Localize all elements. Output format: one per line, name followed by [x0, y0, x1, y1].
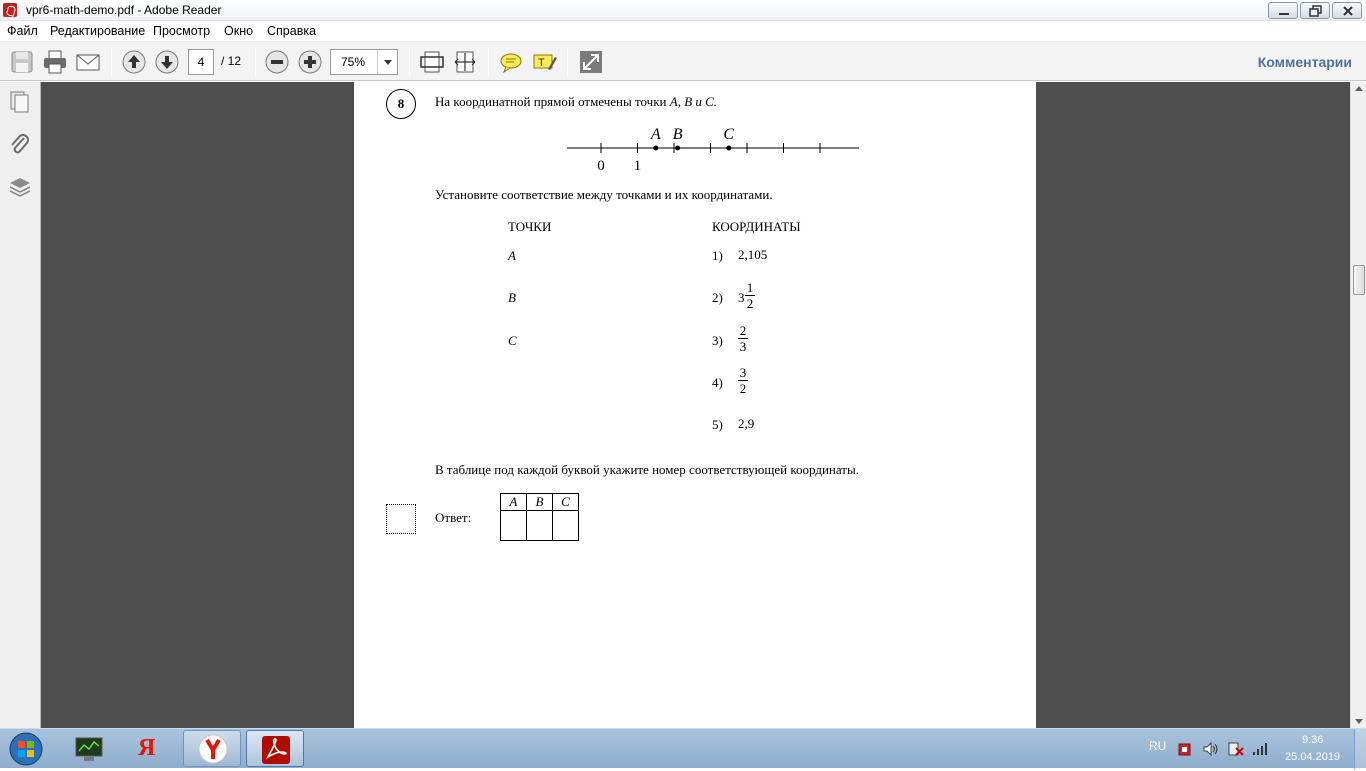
document-view[interactable]	[41, 82, 1350, 728]
number-line-point-label: A	[650, 126, 661, 143]
number-line-point-label: B	[672, 126, 683, 143]
option-value: 2,105	[738, 247, 768, 262]
coordinates-column-header: КООРДИНАТЫ	[712, 219, 801, 234]
adobe-reader-icon	[3, 3, 17, 17]
clock-date[interactable]: 25.04.2019	[1285, 751, 1341, 763]
task-prompt	[435, 94, 717, 110]
option-number: 4)	[712, 375, 723, 390]
menu-view[interactable]: Просмотр	[153, 24, 211, 38]
toolbar	[0, 41, 1366, 81]
next-page-button[interactable]	[154, 49, 180, 75]
print-button[interactable]	[42, 49, 68, 75]
pages-icon[interactable]	[8, 90, 32, 117]
menu-bar	[0, 21, 1366, 41]
clock-time[interactable]: 9:36	[1302, 734, 1324, 746]
option-value: 2,9	[738, 416, 755, 431]
minimize-button[interactable]	[1268, 2, 1298, 19]
scroll-down-icon[interactable]	[1355, 719, 1363, 724]
number-line-point-label: C	[723, 126, 735, 143]
comment-note-button[interactable]	[498, 49, 524, 75]
fraction-denominator: 2	[746, 296, 754, 311]
chevron-down-icon[interactable]	[377, 50, 397, 74]
task-number: 8	[386, 89, 416, 119]
full-screen-button[interactable]	[578, 49, 604, 75]
answer-header-b: B	[527, 494, 553, 511]
number-line-point	[675, 146, 680, 151]
zoom-out-button[interactable]	[264, 49, 290, 75]
answer-table	[500, 493, 579, 541]
point-label-b: B	[508, 290, 516, 305]
instruction-text: Установите соответствие между точками и их координатами.	[435, 187, 773, 202]
option-number: 2)	[712, 290, 723, 305]
menu-help[interactable]: Справка	[267, 24, 317, 38]
answer-cell-b[interactable]	[527, 511, 553, 541]
show-desktop-button[interactable]	[1354, 729, 1366, 769]
menu-file[interactable]: Файл	[7, 24, 38, 38]
zoom-in-button[interactable]	[297, 49, 323, 75]
comments-panel-button[interactable]: Комментарии	[1257, 54, 1352, 70]
scroll-thumb[interactable]	[1353, 265, 1365, 295]
svg-text:T: T	[538, 57, 545, 69]
taskbar-app-monitor[interactable]	[64, 731, 116, 766]
taskbar-app-yandex[interactable]	[122, 731, 174, 766]
window-title: vpr6-math-demo.pdf - Adobe Reader	[26, 3, 222, 17]
highlight-text-button[interactable]	[531, 49, 557, 75]
yandex-logo: Я	[138, 735, 156, 761]
scroll-up-icon[interactable]	[1355, 86, 1363, 91]
option-fraction	[738, 366, 748, 395]
option-number: 3)	[712, 333, 723, 348]
task-prompt-text: На координатной прямой отмечены точки	[435, 94, 667, 109]
answer-cell-a[interactable]	[501, 511, 527, 541]
toolbar-separator	[111, 48, 112, 76]
toolbar-separator	[567, 48, 568, 76]
attachments-icon[interactable]	[8, 133, 32, 160]
save-button[interactable]	[9, 49, 35, 75]
table-instruction: В таблице под каждой буквой укажите номер соответствующей координаты.	[435, 462, 859, 477]
vertical-scrollbar[interactable]	[1350, 82, 1366, 728]
taskbar-app-adobe-reader[interactable]	[246, 730, 304, 767]
fit-width-button[interactable]	[452, 49, 478, 75]
answer-label: Ответ:	[435, 510, 472, 525]
option-whole: 3	[738, 290, 745, 305]
title-bar	[0, 0, 1366, 21]
restore-button[interactable]	[1300, 2, 1330, 19]
answer-header-a: A	[501, 494, 527, 511]
number-line-point	[726, 146, 731, 151]
task-prompt-points: A, B и C.	[669, 94, 718, 109]
language-indicator[interactable]: RU	[1149, 739, 1167, 753]
number-line-point	[653, 146, 658, 151]
fraction-denominator: 3	[739, 339, 747, 354]
taskbar-app-yandex-browser[interactable]	[183, 730, 241, 767]
option-number: 1)	[712, 248, 723, 263]
taskbar	[0, 728, 1366, 768]
email-button[interactable]	[75, 49, 101, 75]
toolbar-separator	[255, 48, 256, 76]
fraction-denominator: 2	[739, 381, 747, 396]
fraction-numerator: 2	[739, 323, 747, 338]
close-button[interactable]	[1332, 2, 1362, 19]
page-count: / 12	[221, 54, 242, 68]
menu-edit[interactable]: Редактирование	[50, 24, 146, 38]
previous-page-button[interactable]	[121, 49, 147, 75]
page-number-input[interactable]: 4	[188, 49, 214, 75]
navigation-pane	[0, 82, 41, 728]
fraction-numerator: 3	[739, 365, 747, 380]
number-line-tick-label: 1	[633, 158, 642, 174]
toolbar-separator	[409, 48, 410, 76]
answer-header-c: C	[553, 494, 579, 511]
zoom-value: 75%	[341, 55, 366, 69]
menu-window[interactable]: Окно	[224, 24, 254, 38]
network-icon[interactable]	[1251, 741, 1269, 760]
fit-page-button[interactable]	[419, 49, 445, 75]
number-line	[564, 122, 864, 174]
option-number: 5)	[712, 417, 723, 432]
action-center-icon[interactable]	[1227, 741, 1245, 760]
number-line-tick-label: 0	[597, 158, 605, 174]
layers-icon[interactable]	[8, 175, 32, 202]
score-box	[386, 504, 416, 534]
points-column-header: ТОЧКИ	[508, 219, 552, 234]
option-fraction	[745, 281, 755, 310]
point-label-c: C	[508, 333, 517, 348]
pdf-page	[354, 82, 1036, 728]
point-label-a: A	[508, 248, 516, 263]
volume-icon[interactable]	[1202, 741, 1220, 760]
tray-security-icon[interactable]	[1177, 741, 1193, 760]
option-fraction	[738, 324, 748, 353]
toolbar-separator	[488, 48, 489, 76]
fraction-numerator: 1	[746, 280, 754, 295]
zoom-select[interactable]	[330, 49, 398, 75]
start-button[interactable]	[6, 731, 46, 770]
answer-cell-c[interactable]	[553, 511, 579, 541]
